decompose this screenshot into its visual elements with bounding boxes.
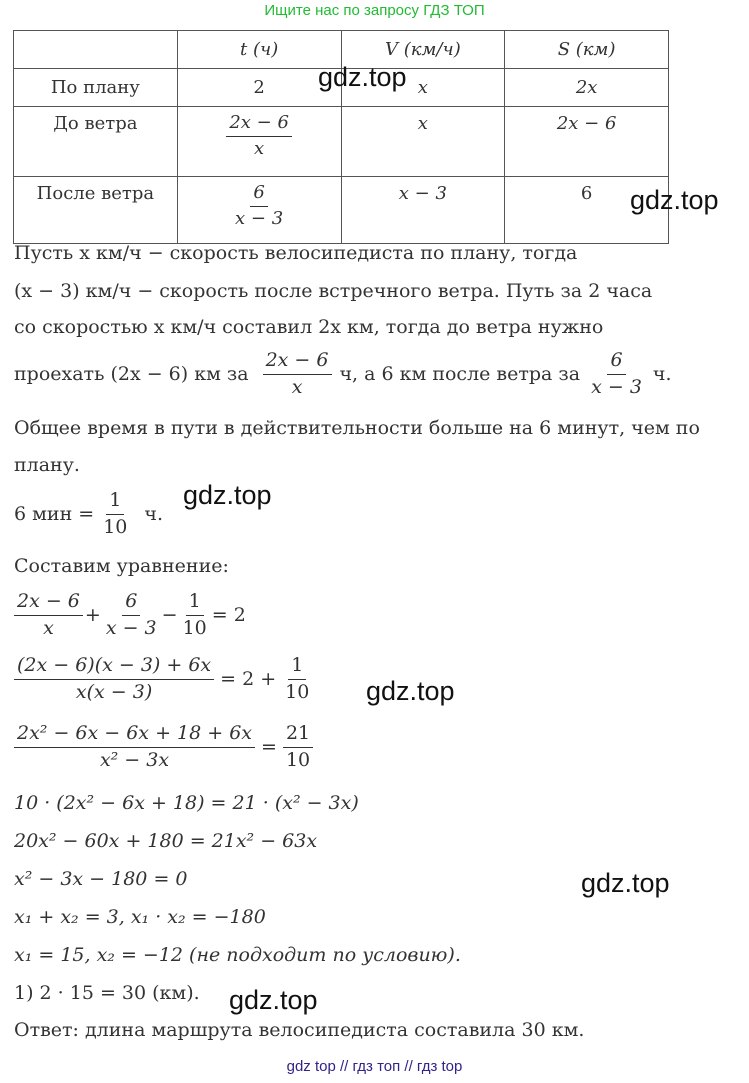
denominator: x (291, 375, 303, 398)
equation-mid: = (261, 736, 277, 759)
text-segment: ч. (652, 363, 672, 386)
table-cell: x − 3 (341, 177, 505, 244)
numerator: (2x − 6)(x − 3) + 6x (14, 655, 214, 680)
equation-mid: = 2 + (220, 668, 277, 691)
fraction (100, 490, 130, 539)
fraction (263, 350, 332, 399)
equation (14, 591, 246, 640)
equation (14, 655, 314, 704)
numerator: 6 (250, 183, 267, 207)
watermark: gdz.top (581, 868, 670, 898)
solution-line: со скоростью x км/ч составил 2x км, тогда до ветра нужно (14, 316, 604, 338)
numerator: 1 (186, 591, 204, 616)
equation: x₁ + x₂ = 3, x₁ · x₂ = −180 (14, 906, 266, 928)
watermark: gdz.top (366, 676, 455, 706)
watermark: gdz.top (183, 480, 272, 510)
fraction (282, 655, 312, 704)
fraction (588, 350, 645, 399)
denominator: 10 (182, 616, 207, 639)
numerator: 1 (288, 655, 306, 680)
table-cell: По плану (14, 69, 178, 107)
table-row (14, 177, 669, 244)
solution-line: (x − 3) км/ч − скорость после встречного ветра. Путь за 2 часа (14, 280, 653, 302)
operator: + (84, 604, 101, 627)
fraction (232, 183, 286, 229)
denominator: x − 3 (105, 616, 157, 639)
table-header-cell: S (км) (505, 31, 669, 69)
table-cell: 2x − 6 (505, 107, 669, 177)
solution-line (14, 350, 672, 399)
table-header-cell: t (ч) (177, 31, 341, 69)
equation: 20x² − 60x + 180 = 21x² − 63x (14, 830, 318, 852)
search-hint-header: Ищите нас по запросу ГДЗ ТОП (264, 2, 485, 19)
equation: x₁ = 15, x₂ = −12 (не подходит по условию). (14, 944, 461, 966)
denominator: x (254, 137, 265, 159)
denominator: x² − 3x (99, 748, 170, 771)
fraction (14, 591, 83, 640)
table-header-cell: V (км/ч) (341, 31, 505, 69)
solution-line: 1) 2 · 15 = 30 (км). (14, 982, 200, 1004)
numerator: 2x − 6 (263, 350, 332, 375)
watermark: gdz.top (630, 185, 719, 215)
numerator: 6 (122, 591, 140, 616)
footer-links[interactable]: gdz top // гдз топ // гдз top (286, 1058, 463, 1075)
numerator: 1 (106, 490, 124, 515)
fraction (103, 591, 160, 640)
numerator: 2x − 6 (226, 113, 292, 137)
table-header-cell (14, 31, 178, 69)
equation-rhs: = 2 (211, 604, 246, 627)
text-segment: 6 мин = (14, 503, 95, 526)
solution-line (14, 490, 163, 539)
denominator: x − 3 (591, 375, 642, 398)
operator: − (161, 604, 178, 627)
watermark: gdz.top (229, 985, 318, 1015)
solution-line: Составим уравнение: (14, 555, 229, 577)
fraction (14, 723, 255, 772)
table-cell: 2x (505, 69, 669, 107)
table-cell: 6 (505, 177, 669, 244)
denominator: 10 (103, 515, 128, 538)
text-segment: проехать (2x − 6) км за (14, 363, 249, 386)
numerator: 2x − 6 (14, 591, 83, 616)
text-segment: ч. (144, 503, 163, 526)
denominator: 10 (285, 680, 310, 703)
fraction (180, 591, 210, 640)
solution-line: Пусть x км/ч − скорость велосипедиста по плану, тогда (14, 242, 578, 264)
table-cell (177, 107, 341, 177)
fraction (226, 113, 292, 159)
table-row (14, 107, 669, 177)
table-cell: До ветра (14, 107, 178, 177)
fraction (283, 723, 313, 772)
denominator: x − 3 (235, 207, 284, 229)
numerator: 2x² − 6x − 6x + 18 + 6x (14, 723, 255, 748)
equation (14, 723, 315, 772)
watermark: gdz.top (318, 62, 407, 92)
table-cell (177, 177, 341, 244)
numerator: 21 (283, 723, 313, 748)
table-cell: x (341, 107, 505, 177)
numerator: 6 (607, 350, 625, 375)
equation: x² − 3x − 180 = 0 (14, 868, 188, 890)
denominator: x (43, 616, 54, 639)
fraction (14, 655, 214, 704)
equation: 10 · (2x² − 6x + 18) = 21 · (x² − 3x) (14, 792, 359, 814)
table-cell: После ветра (14, 177, 178, 244)
solution-line: Общее время в пути в действительности больше на 6 минут, чем по (14, 417, 700, 439)
text-segment: ч, а 6 км после ветра за (339, 363, 581, 386)
solution-line: плану. (14, 454, 80, 476)
answer-line: Ответ: длина маршрута велосипедиста составила 30 км. (14, 1019, 585, 1041)
table-cell: 2 (177, 69, 341, 107)
table-cell: x (341, 69, 505, 107)
denominator: x(x − 3) (75, 680, 153, 703)
denominator: 10 (285, 748, 311, 771)
